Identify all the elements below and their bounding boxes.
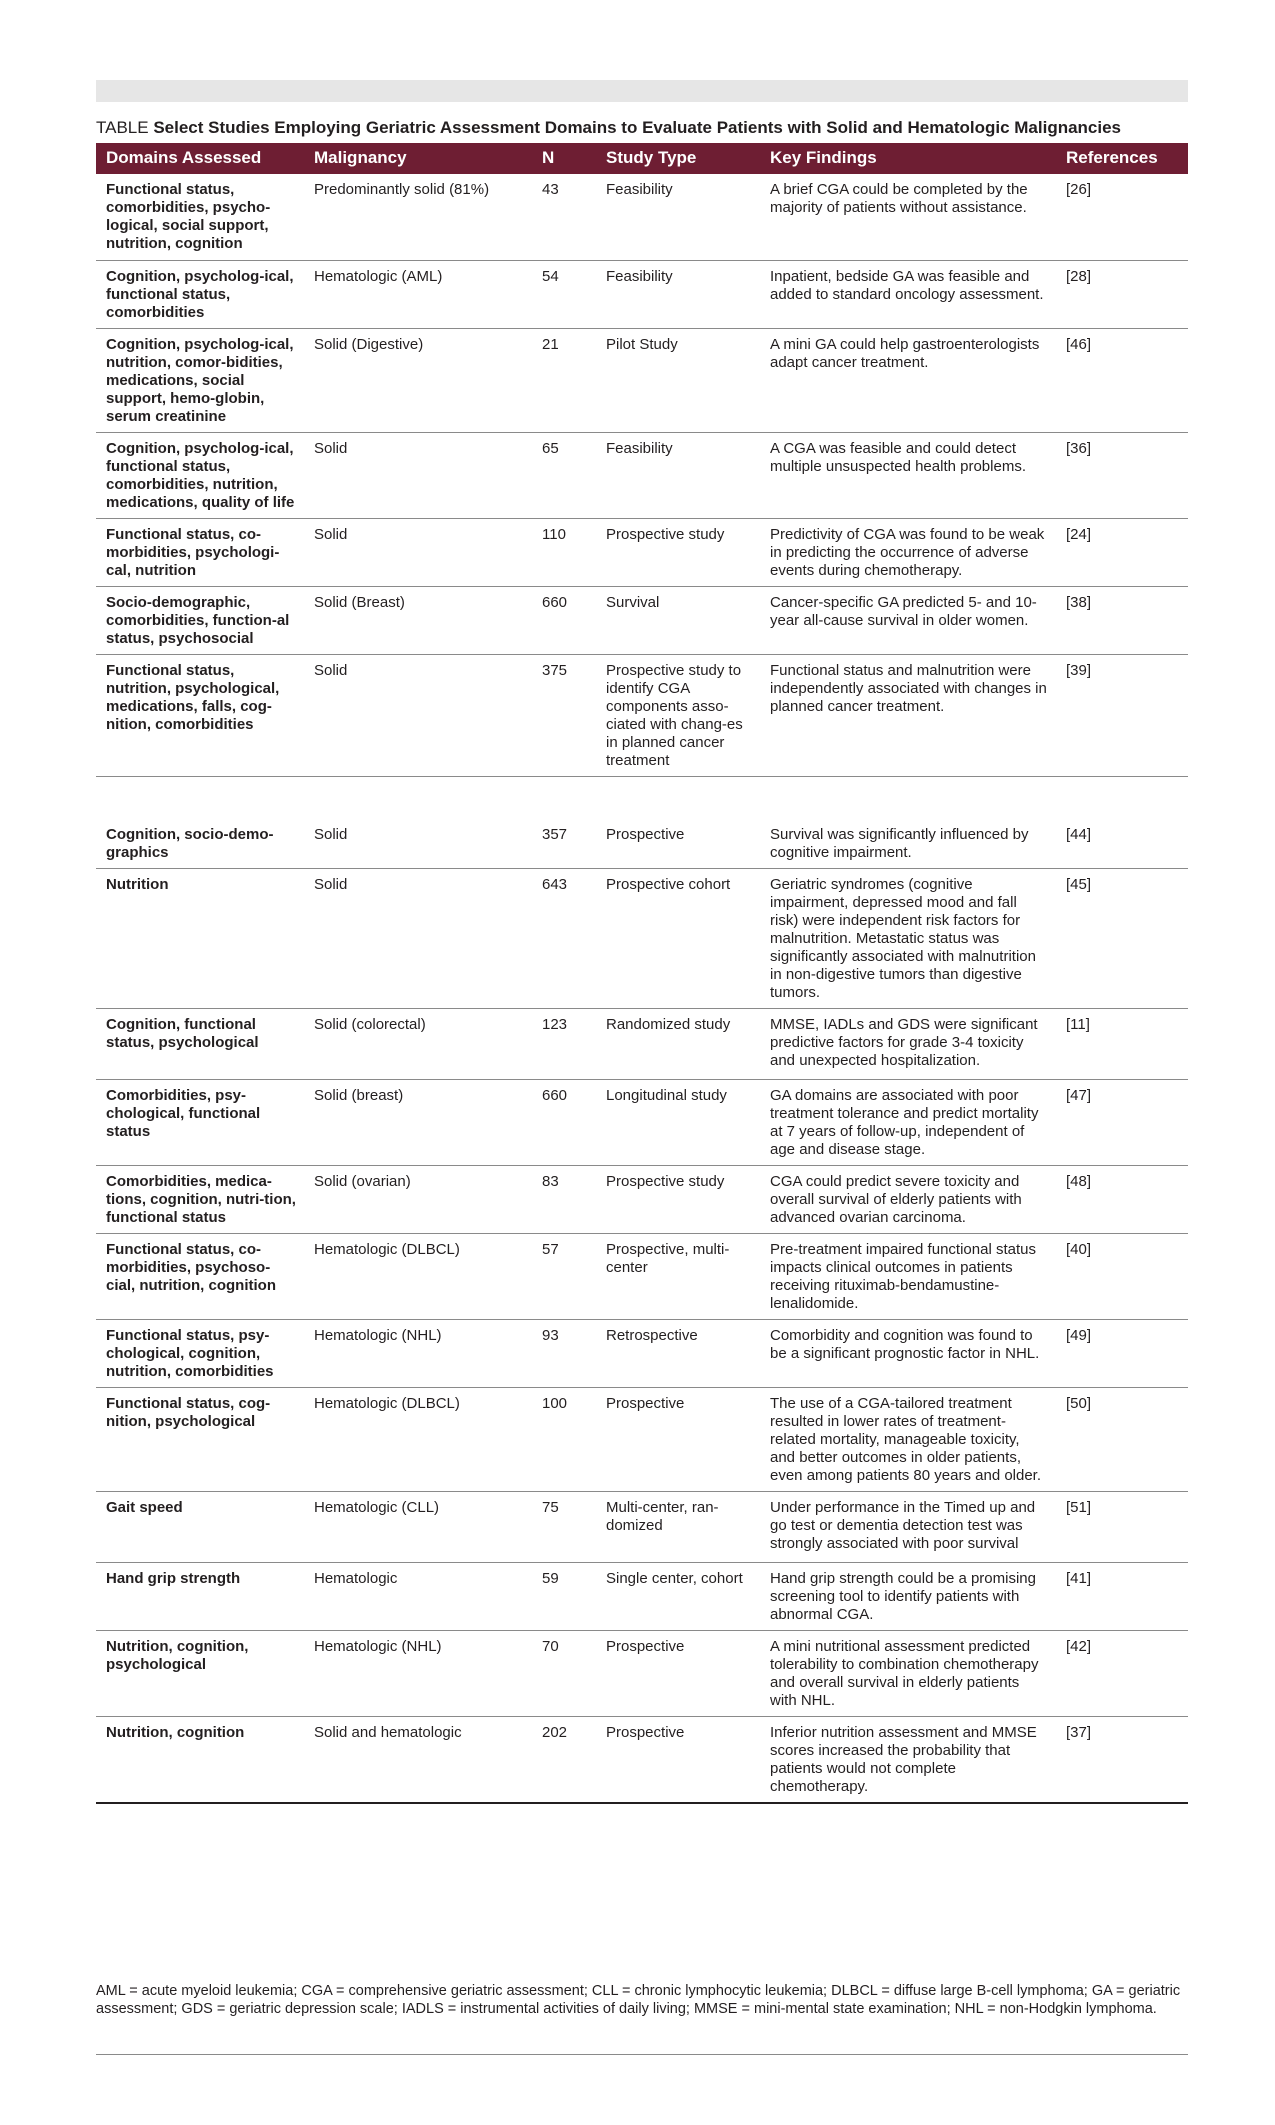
malignancy-cell: Solid (Breast) xyxy=(304,587,532,655)
table-row xyxy=(96,174,1188,261)
study-type-cell: Prospective study xyxy=(596,519,760,587)
reference-cell: [38] xyxy=(1056,587,1188,655)
reference-cell: [26] xyxy=(1056,174,1188,261)
malignancy-cell: Solid (breast) xyxy=(304,1080,532,1166)
n-cell: 375 xyxy=(532,655,596,777)
n-cell: 202 xyxy=(532,1717,596,1804)
table-row xyxy=(96,1166,1188,1234)
domains-cell: Comorbidities, psy-chological, functional status xyxy=(96,1080,304,1166)
table-row xyxy=(96,1234,1188,1320)
n-cell: 75 xyxy=(532,1492,596,1563)
key-findings-cell: Functional status and malnutrition were independently associated with changes in planned cancer treatment. xyxy=(760,655,1056,777)
domains-cell: Hand grip strength xyxy=(96,1563,304,1631)
malignancy-cell: Hematologic xyxy=(304,1563,532,1631)
table-caption xyxy=(96,118,1196,138)
domains-cell: Cognition, psycholog-ical, functional status, comorbidities xyxy=(96,261,304,329)
header-domains: Domains Assessed xyxy=(96,143,304,174)
table-row xyxy=(96,777,1188,869)
header-key-findings: Key Findings xyxy=(760,143,1056,174)
study-type-cell: Prospective study xyxy=(596,1166,760,1234)
reference-cell: [50] xyxy=(1056,1388,1188,1492)
caption-title: Select Studies Employing Geriatric Assessment Domains to Evaluate Patients with Solid and Hematologic Malignancies xyxy=(153,118,1122,137)
reference-cell: [41] xyxy=(1056,1563,1188,1631)
n-cell: 54 xyxy=(532,261,596,329)
n-cell: 660 xyxy=(532,1080,596,1166)
domains-cell: Cognition, socio-demo-graphics xyxy=(96,777,304,869)
table-row xyxy=(96,519,1188,587)
key-findings-cell: CGA could predict severe toxicity and overall survival of elderly patients with advanced ovarian carcinoma. xyxy=(760,1166,1056,1234)
domains-cell: Functional status, cog-nition, psychological xyxy=(96,1388,304,1492)
key-findings-cell: Comorbidity and cognition was found to be a significant prognostic factor in NHL. xyxy=(760,1320,1056,1388)
domains-cell: Cognition, functional status, psychological xyxy=(96,1009,304,1080)
key-findings-cell: Pre-treatment impaired functional status impacts clinical outcomes in patients receiving rituximab-bendamustine-lenalidomide. xyxy=(760,1234,1056,1320)
n-cell: 93 xyxy=(532,1320,596,1388)
malignancy-cell: Solid xyxy=(304,869,532,1009)
malignancy-cell: Hematologic (NHL) xyxy=(304,1320,532,1388)
reference-cell: [36] xyxy=(1056,433,1188,519)
reference-cell: [49] xyxy=(1056,1320,1188,1388)
malignancy-cell: Predominantly solid (81%) xyxy=(304,174,532,261)
domains-cell: Functional status, nutrition, psychological, medications, falls, cog-nition, comorbidities xyxy=(96,655,304,777)
table-header-row xyxy=(96,143,1188,174)
study-type-cell: Survival xyxy=(596,587,760,655)
study-type-cell: Prospective xyxy=(596,1388,760,1492)
table-footnote: AML = acute myeloid leukemia; CGA = comprehensive geriatric assessment; CLL = chronic lymphocytic leukemia; DLBCL = diffuse large B-cell lymphoma; GA = geriatric assessment; GDS = geriatric depression scale; IADLS = instrumental activities of daily living; MMSE = mini-mental state examination; NHL = non-Hodgkin lymphoma. xyxy=(96,1983,1181,2017)
reference-cell: [24] xyxy=(1056,519,1188,587)
study-type-cell: Prospective study to identify CGA components asso-ciated with chang-es in planned cancer treatment xyxy=(596,655,760,777)
malignancy-cell: Solid xyxy=(304,777,532,869)
reference-cell: [37] xyxy=(1056,1717,1188,1804)
malignancy-cell: Hematologic (NHL) xyxy=(304,1631,532,1717)
key-findings-cell: A mini nutritional assessment predicted tolerability to combination chemotherapy and overall survival in elderly patients with NHL. xyxy=(760,1631,1056,1717)
key-findings-cell: Inpatient, bedside GA was feasible and added to standard oncology assessment. xyxy=(760,261,1056,329)
domains-cell: Nutrition, cognition xyxy=(96,1717,304,1804)
malignancy-cell: Solid xyxy=(304,519,532,587)
n-cell: 110 xyxy=(532,519,596,587)
table-row xyxy=(96,1631,1188,1717)
header-n: N xyxy=(532,143,596,174)
study-type-cell: Multi-center, ran-domized xyxy=(596,1492,760,1563)
key-findings-cell: MMSE, IADLs and GDS were significant predictive factors for grade 3-4 toxicity and unexpected hospitalization. xyxy=(760,1009,1056,1080)
key-findings-cell: Cancer-specific GA predicted 5- and 10-year all-cause survival in older women. xyxy=(760,587,1056,655)
table-row xyxy=(96,1717,1188,1804)
table-row xyxy=(96,1080,1188,1166)
domains-cell: Socio-demographic, comorbidities, function-al status, psychosocial xyxy=(96,587,304,655)
reference-cell: [46] xyxy=(1056,329,1188,433)
top-banner-bar xyxy=(96,80,1188,102)
table-row xyxy=(96,1009,1188,1080)
key-findings-cell: The use of a CGA-tailored treatment resulted in lower rates of treatment-related mortality, manageable toxicity, and better outcomes in older patients, even among patients 80 years and older. xyxy=(760,1388,1056,1492)
malignancy-cell: Solid (colorectal) xyxy=(304,1009,532,1080)
study-type-cell: Feasibility xyxy=(596,261,760,329)
footnote-divider xyxy=(96,2054,1188,2055)
reference-cell: [28] xyxy=(1056,261,1188,329)
table-row xyxy=(96,1563,1188,1631)
reference-cell: [51] xyxy=(1056,1492,1188,1563)
domains-cell: Functional status, comorbidities, psycho-logical, social support, nutrition, cognition xyxy=(96,174,304,261)
table-row xyxy=(96,1320,1188,1388)
n-cell: 83 xyxy=(532,1166,596,1234)
header-references: References xyxy=(1056,143,1188,174)
study-type-cell: Prospective, multi-center xyxy=(596,1234,760,1320)
key-findings-cell: Geriatric syndromes (cognitive impairment, depressed mood and fall risk) were independent risk factors for malnutrition. Metastatic status was significantly associated with malnutrition in non-digestive tumors than digestive tumors. xyxy=(760,869,1056,1009)
key-findings-cell: A mini GA could help gastroenterologists adapt cancer treatment. xyxy=(760,329,1056,433)
domains-cell: Nutrition xyxy=(96,869,304,1009)
key-findings-cell: Under performance in the Timed up and go test or dementia detection test was strongly associated with poor survival xyxy=(760,1492,1056,1563)
domains-cell: Cognition, psycholog-ical, nutrition, comor-bidities, medications, social support, hemo-globin, serum creatinine xyxy=(96,329,304,433)
n-cell: 57 xyxy=(532,1234,596,1320)
study-type-cell: Single center, cohort xyxy=(596,1563,760,1631)
reference-cell: [39] xyxy=(1056,655,1188,777)
malignancy-cell: Solid and hematologic xyxy=(304,1717,532,1804)
table-row xyxy=(96,655,1188,777)
reference-cell: [11] xyxy=(1056,1009,1188,1080)
malignancy-cell: Hematologic (DLBCL) xyxy=(304,1234,532,1320)
study-type-cell: Prospective xyxy=(596,1717,760,1804)
malignancy-cell: Solid (ovarian) xyxy=(304,1166,532,1234)
key-findings-cell: A CGA was feasible and could detect multiple unsuspected health problems. xyxy=(760,433,1056,519)
study-type-cell: Randomized study xyxy=(596,1009,760,1080)
reference-cell: [44] xyxy=(1056,777,1188,869)
table-row xyxy=(96,869,1188,1009)
key-findings-cell: A brief CGA could be completed by the majority of patients without assistance. xyxy=(760,174,1056,261)
study-type-cell: Prospective xyxy=(596,777,760,869)
n-cell: 65 xyxy=(532,433,596,519)
n-cell: 43 xyxy=(532,174,596,261)
study-type-cell: Prospective xyxy=(596,1631,760,1717)
domains-cell: Nutrition, cognition, psychological xyxy=(96,1631,304,1717)
caption-label: TABLE xyxy=(96,118,149,137)
table-row xyxy=(96,1492,1188,1563)
malignancy-cell: Solid xyxy=(304,433,532,519)
table-row xyxy=(96,433,1188,519)
n-cell: 100 xyxy=(532,1388,596,1492)
n-cell: 21 xyxy=(532,329,596,433)
header-study-type: Study Type xyxy=(596,143,760,174)
domains-cell: Functional status, psy-chological, cognition, nutrition, comorbidities xyxy=(96,1320,304,1388)
study-type-cell: Pilot Study xyxy=(596,329,760,433)
reference-cell: [42] xyxy=(1056,1631,1188,1717)
n-cell: 643 xyxy=(532,869,596,1009)
malignancy-cell: Hematologic (AML) xyxy=(304,261,532,329)
reference-cell: [48] xyxy=(1056,1166,1188,1234)
study-type-cell: Feasibility xyxy=(596,174,760,261)
study-type-cell: Prospective cohort xyxy=(596,869,760,1009)
domains-cell: Cognition, psycholog-ical, functional status, comorbidities, nutrition, medications, quality of life xyxy=(96,433,304,519)
reference-cell: [47] xyxy=(1056,1080,1188,1166)
key-findings-cell: Predictivity of CGA was found to be weak in predicting the occurrence of adverse events during chemotherapy. xyxy=(760,519,1056,587)
n-cell: 357 xyxy=(532,777,596,869)
key-findings-cell: Survival was significantly influenced by cognitive impairment. xyxy=(760,777,1056,869)
malignancy-cell: Solid xyxy=(304,655,532,777)
table-row xyxy=(96,329,1188,433)
domains-cell: Comorbidities, medica-tions, cognition, nutri-tion, functional status xyxy=(96,1166,304,1234)
n-cell: 59 xyxy=(532,1563,596,1631)
studies-table xyxy=(96,143,1188,1804)
study-type-cell: Longitudinal study xyxy=(596,1080,760,1166)
key-findings-cell: GA domains are associated with poor treatment tolerance and predict mortality at 7 years of follow-up, independent of age and disease stage. xyxy=(760,1080,1056,1166)
domains-cell: Functional status, co-morbidities, psychoso-cial, nutrition, cognition xyxy=(96,1234,304,1320)
header-malignancy: Malignancy xyxy=(304,143,532,174)
study-type-cell: Feasibility xyxy=(596,433,760,519)
n-cell: 123 xyxy=(532,1009,596,1080)
domains-cell: Functional status, co-morbidities, psychologi-cal, nutrition xyxy=(96,519,304,587)
table-row xyxy=(96,587,1188,655)
domains-cell: Gait speed xyxy=(96,1492,304,1563)
table-row xyxy=(96,261,1188,329)
key-findings-cell: Hand grip strength could be a promising screening tool to identify patients with abnormal CGA. xyxy=(760,1563,1056,1631)
table-row xyxy=(96,1388,1188,1492)
study-type-cell: Retrospective xyxy=(596,1320,760,1388)
reference-cell: [45] xyxy=(1056,869,1188,1009)
malignancy-cell: Hematologic (CLL) xyxy=(304,1492,532,1563)
n-cell: 660 xyxy=(532,587,596,655)
n-cell: 70 xyxy=(532,1631,596,1717)
malignancy-cell: Solid (Digestive) xyxy=(304,329,532,433)
malignancy-cell: Hematologic (DLBCL) xyxy=(304,1388,532,1492)
key-findings-cell: Inferior nutrition assessment and MMSE scores increased the probability that patients would not complete chemotherapy. xyxy=(760,1717,1056,1804)
reference-cell: [40] xyxy=(1056,1234,1188,1320)
